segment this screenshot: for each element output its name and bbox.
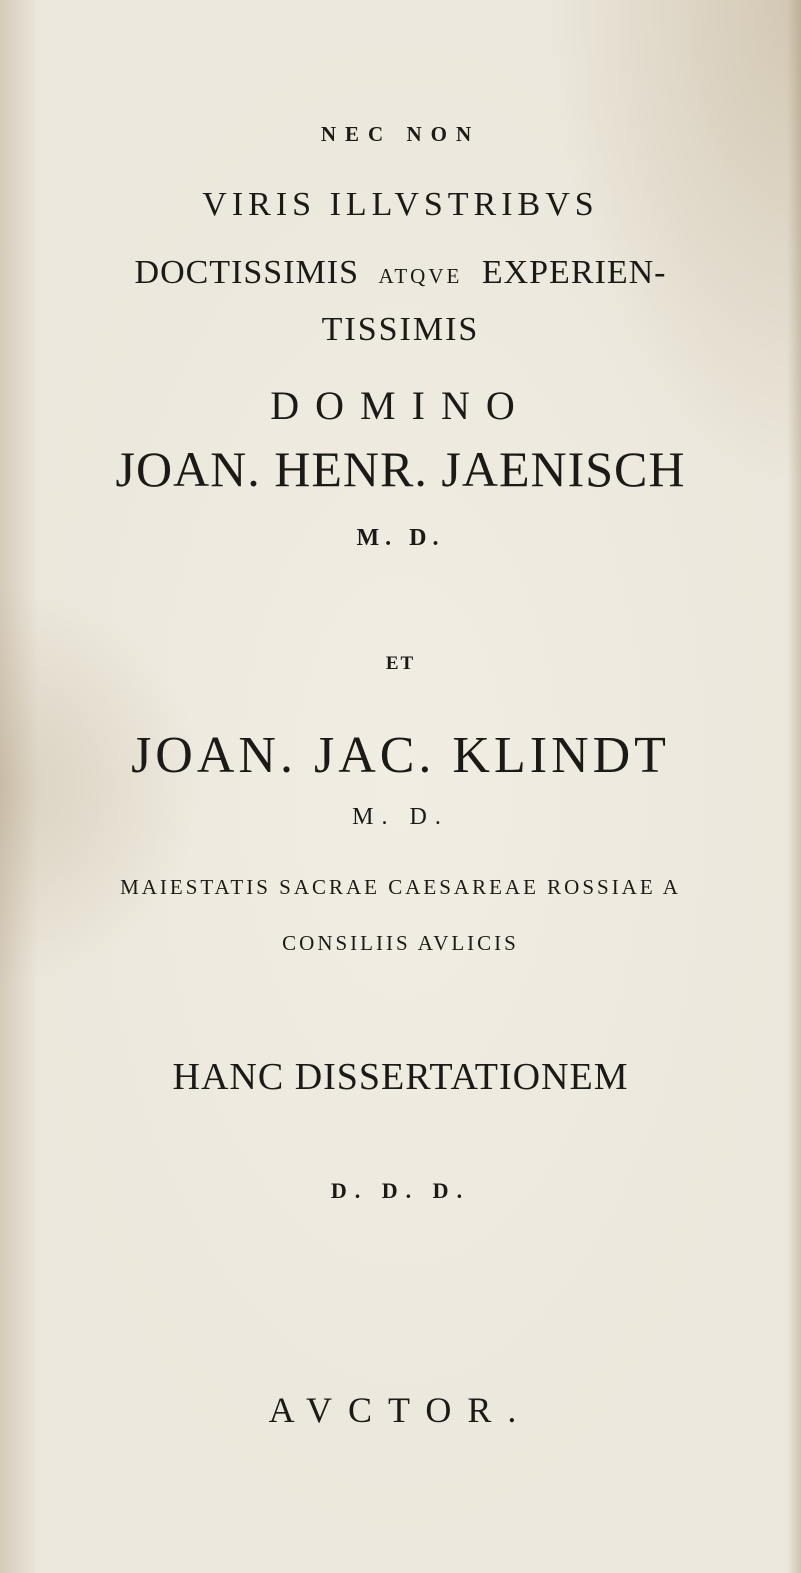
tissimis-line: TISSIMIS — [321, 311, 480, 348]
recipient-name-1: JOAN. HENR. JAENISCH — [115, 441, 686, 497]
page-edge-shadow-right — [787, 0, 801, 1573]
ddd-line: D. D. D. — [330, 1178, 471, 1203]
author-line: AVCTOR. — [268, 1390, 533, 1430]
domino-line: DOMINO — [270, 383, 531, 428]
recipient-2-degree: M. D. — [352, 804, 449, 830]
nec-non-line: NEC NON — [320, 122, 481, 146]
recipient-name-2: JOAN. JAC. KLINDT — [131, 727, 670, 784]
doctissimis-word: DOCTISSIMIS — [134, 254, 359, 291]
atque-word: ATQVE — [378, 264, 463, 288]
dissertation-line: HANC DISSERTATIONEM — [172, 1056, 629, 1098]
et-line: ET — [385, 653, 416, 674]
recipient-1-degree: M. D. — [356, 525, 445, 551]
office-line-1: MAIESTATIS SACRAE CAESAREAE ROSSIAE A — [120, 875, 681, 899]
doctissimis-line — [0, 256, 801, 290]
experien-word: EXPERIEN- — [481, 254, 667, 291]
office-line-2: CONSILIIS AVLICIS — [282, 931, 519, 955]
viris-illustribus-line: VIRIS ILLVSTRIBVS — [202, 186, 599, 223]
page-edge-shadow-left — [0, 0, 38, 1573]
